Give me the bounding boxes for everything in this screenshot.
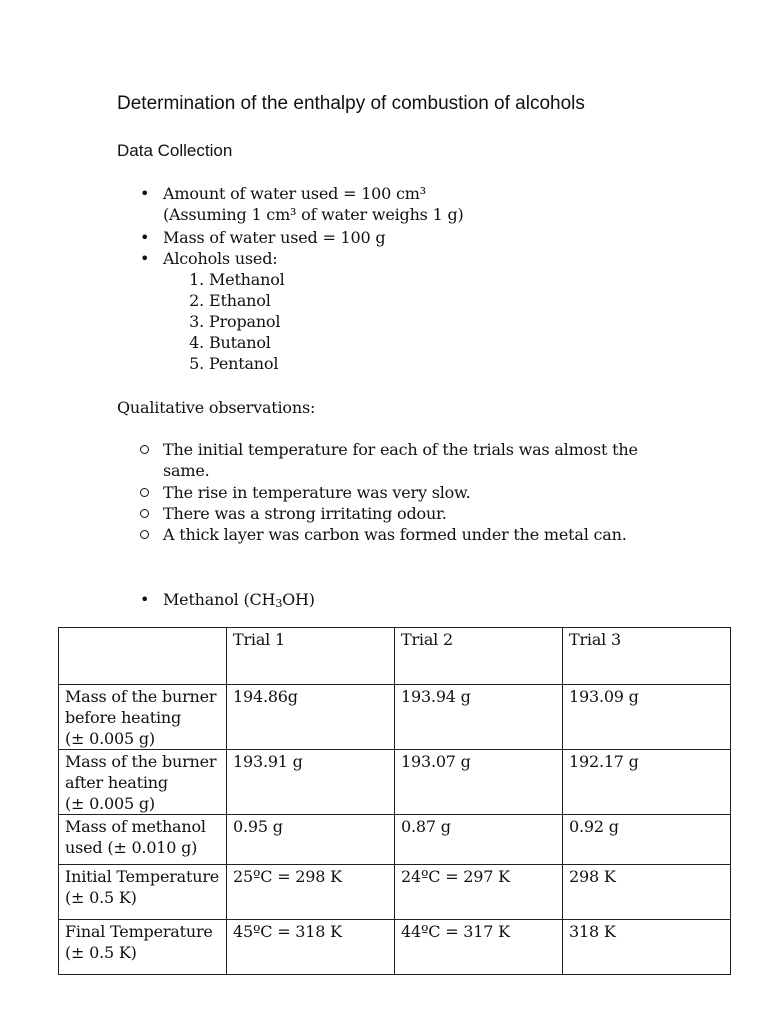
methanol-heading-subscript: 3 — [275, 597, 283, 610]
table-cell: 193.07 g — [395, 750, 563, 815]
row-label-line: Mass of the burner — [65, 687, 217, 706]
circle-bullet-icon — [140, 530, 149, 539]
row-label-line: (± 0.005 g) — [65, 794, 155, 813]
alcohol-name: Pentanol — [209, 354, 279, 373]
table-row — [59, 685, 731, 750]
table-row — [59, 920, 731, 975]
alcohol-name: Butanol — [209, 333, 271, 352]
table-row — [59, 865, 731, 920]
methanol-heading-prefix: Methanol (CH — [163, 590, 276, 609]
methanol-heading-suffix: OH) — [282, 590, 315, 609]
alcohol-name: Propanol — [209, 312, 281, 331]
table-cell: 0.95 g — [227, 815, 395, 865]
table-cell: 193.94 g — [395, 685, 563, 750]
observation-text: There was a strong irritating odour. — [163, 504, 447, 523]
table-cell: 0.92 g — [563, 815, 731, 865]
circle-bullet-icon — [140, 509, 149, 518]
document-title: Determination of the enthalpy of combustion of alcohols — [117, 93, 585, 114]
observation-text: The initial temperature for each of the trials was almost the — [163, 440, 638, 459]
table-cell: 24ºC = 297 K — [395, 865, 563, 920]
bullet-icon: • — [140, 249, 150, 268]
alcohol-number: 2. — [189, 291, 204, 310]
bullet-icon: • — [140, 590, 150, 609]
table-header-cell: Trial 1 — [227, 628, 395, 685]
row-label-line: (± 0.005 g) — [65, 729, 155, 748]
row-label — [59, 920, 227, 975]
bullet-icon: • — [140, 228, 150, 247]
observation-text: A thick layer was carbon was formed under the metal can. — [163, 525, 627, 544]
row-label — [59, 685, 227, 750]
water-amount-text: Amount of water used = 100 cm³ — [163, 184, 426, 203]
row-label — [59, 865, 227, 920]
alcohol-name: Ethanol — [209, 291, 271, 310]
table-header-cell: Trial 2 — [395, 628, 563, 685]
table-cell: 45ºC = 318 K — [227, 920, 395, 975]
alcohol-number: 1. — [189, 270, 204, 289]
row-label-line: Final Temperature — [65, 922, 213, 941]
table-cell: 194.86g — [227, 685, 395, 750]
table-cell: 298 K — [563, 865, 731, 920]
table-cell: 192.17 g — [563, 750, 731, 815]
row-label-line: (± 0.5 K) — [65, 888, 137, 907]
row-label-line: Initial Temperature — [65, 867, 220, 886]
table-row — [59, 750, 731, 815]
table-cell: 318 K — [563, 920, 731, 975]
methanol-data-table — [58, 627, 731, 975]
alcohol-number: 3. — [189, 312, 204, 331]
methanol-heading — [163, 590, 315, 610]
table-cell: 25ºC = 298 K — [227, 865, 395, 920]
row-label-line: used (± 0.010 g) — [65, 838, 198, 857]
table-cell: 0.87 g — [395, 815, 563, 865]
table-header-cell: Trial 3 — [563, 628, 731, 685]
water-note-text: (Assuming 1 cm³ of water weighs 1 g) — [163, 205, 464, 224]
table-cell: 193.09 g — [563, 685, 731, 750]
qualitative-heading: Qualitative observations: — [117, 398, 316, 417]
row-label-line: Mass of the burner — [65, 752, 217, 771]
table-row — [59, 815, 731, 865]
table-header-cell — [59, 628, 227, 685]
section-heading: Data Collection — [117, 141, 233, 160]
row-label — [59, 750, 227, 815]
table-header-row — [59, 628, 731, 685]
table-cell: 44ºC = 317 K — [395, 920, 563, 975]
alcohol-number: 5. — [189, 354, 204, 373]
alcohol-number: 4. — [189, 333, 204, 352]
circle-bullet-icon — [140, 488, 149, 497]
alcohol-name: Methanol — [209, 270, 285, 289]
observation-text: same. — [163, 461, 210, 480]
water-mass-text: Mass of water used = 100 g — [163, 228, 386, 247]
row-label — [59, 815, 227, 865]
circle-bullet-icon — [140, 445, 149, 454]
row-label-line: after heating — [65, 773, 168, 792]
table-cell: 193.91 g — [227, 750, 395, 815]
alcohols-label: Alcohols used: — [163, 249, 278, 268]
bullet-icon: • — [140, 184, 150, 203]
row-label-line: Mass of methanol — [65, 817, 206, 836]
row-label-line: before heating — [65, 708, 182, 727]
row-label-line: (± 0.5 K) — [65, 943, 137, 962]
observation-text: The rise in temperature was very slow. — [163, 483, 471, 502]
